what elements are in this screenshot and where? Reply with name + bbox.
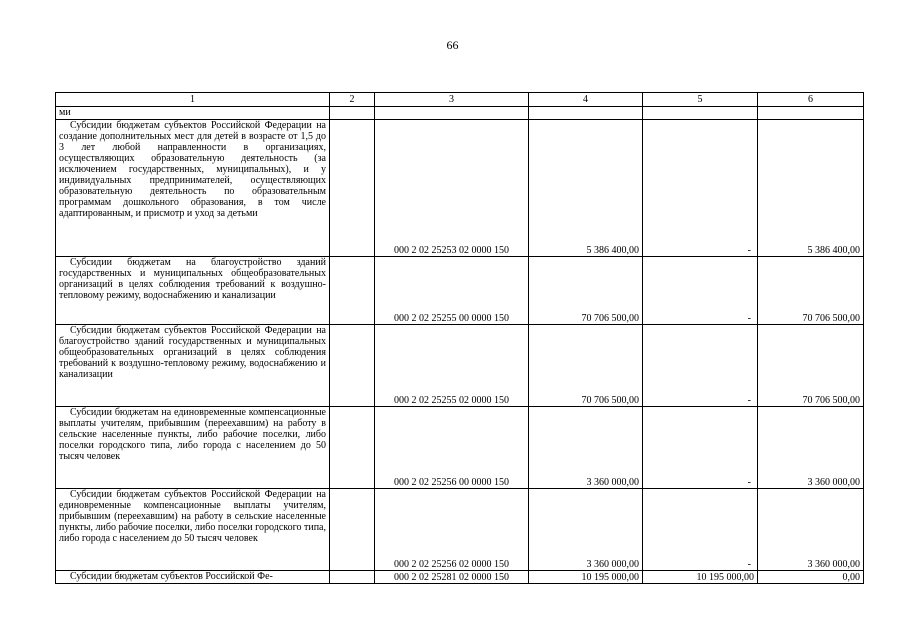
row-description-text: Субсидии бюджетам субъектов Российской Федерации на создание дополнительных мест для детей в возрасте от 1,5 до 3 лет любой направленности в организациях, осуществляющих образовательную деятельность (за исключением государственных, муниципальных), и у индивидуальных предпринимателей, осуществляющих образовательную деятельность по образовательным программам дошкольного образования, в том числе адаптированным, и присмотр и уход за детьми [59,120,326,219]
row-budget-code: 000 2 02 25256 00 0000 150 [375,407,529,489]
row-col2 [330,571,375,584]
row-amount [529,107,643,120]
row-col2 [330,120,375,257]
row-description-text: Субсидии бюджетам на единовременные компенсационные выплаты учителям, прибывшим (переехавшим) на работу в сельские населенные пункты, либо рабочие поселки, либо поселки городского типа, либо города с населением до 50 тысяч человек [59,407,326,462]
header-col-6: 6 [758,93,864,107]
row-description [56,257,330,325]
row-description [56,571,330,584]
row-amount-2: - [643,407,758,489]
table-row [56,571,864,584]
row-total: 3 360 000,00 [758,489,864,571]
row-amount: 3 360 000,00 [529,407,643,489]
row-total [758,107,864,120]
row-amount-2: - [643,120,758,257]
header-col-1: 1 [56,93,330,107]
row-amount: 5 386 400,00 [529,120,643,257]
row-budget-code [375,107,529,120]
row-budget-code: 000 2 02 25256 02 0000 150 [375,489,529,571]
table-row [56,257,864,325]
table-row [56,407,864,489]
row-description [56,107,330,120]
header-col-2: 2 [330,93,375,107]
table-header-row [56,93,864,107]
table-row [56,325,864,407]
row-description-text: Субсидии бюджетам субъектов Российской Федерации на единовременные компенсационные выплаты учителям, прибывшим (переехавшим) на работу в сельские населенные пункты, либо рабочие поселки, либо поселки городского типа, либо города с населением до 50 тысяч человек [59,489,326,544]
row-description [56,407,330,489]
row-budget-code: 000 2 02 25255 02 0000 150 [375,325,529,407]
page-number: 66 [446,38,459,52]
row-amount-2: - [643,257,758,325]
row-budget-code: 000 2 02 25281 02 0000 150 [375,571,529,584]
table-row [56,489,864,571]
row-amount-2: - [643,325,758,407]
row-description-text: Субсидии бюджетам на благоустройство зданий государственных и муниципальных общеобразовательных организаций в целях соблюдения требований к воздушно-тепловому режиму, водоснабжению и канализации [59,257,326,301]
row-total: 70 706 500,00 [758,257,864,325]
header-col-5: 5 [643,93,758,107]
row-amount: 10 195 000,00 [529,571,643,584]
row-amount-2: 10 195 000,00 [643,571,758,584]
row-amount: 70 706 500,00 [529,257,643,325]
row-total: 0,00 [758,571,864,584]
row-budget-code: 000 2 02 25253 02 0000 150 [375,120,529,257]
row-col2 [330,407,375,489]
row-description-text: Субсидии бюджетам субъектов Российской Фе- [70,571,273,582]
row-total: 70 706 500,00 [758,325,864,407]
row-description [56,325,330,407]
row-total: 3 360 000,00 [758,407,864,489]
row-col2 [330,325,375,407]
row-budget-code: 000 2 02 25255 00 0000 150 [375,257,529,325]
row-amount-2: - [643,489,758,571]
budget-table [55,92,864,584]
row-description-text: Субсидии бюджетам субъектов Российской Федерации на благоустройство зданий государственных и муниципальных общеобразовательных организаций в целях соблюдения требований к воздушно-тепловому режиму, водоснабжению и канализации [59,325,326,380]
table-row [56,120,864,257]
row-amount-2 [643,107,758,120]
header-col-4: 4 [529,93,643,107]
row-amount: 70 706 500,00 [529,325,643,407]
row-amount: 3 360 000,00 [529,489,643,571]
row-description [56,489,330,571]
row-total: 5 386 400,00 [758,120,864,257]
row-description-text: ми [59,107,71,118]
table-row [56,107,864,120]
row-col2 [330,257,375,325]
row-col2 [330,489,375,571]
row-col2 [330,107,375,120]
row-description [56,120,330,257]
header-col-3: 3 [375,93,529,107]
